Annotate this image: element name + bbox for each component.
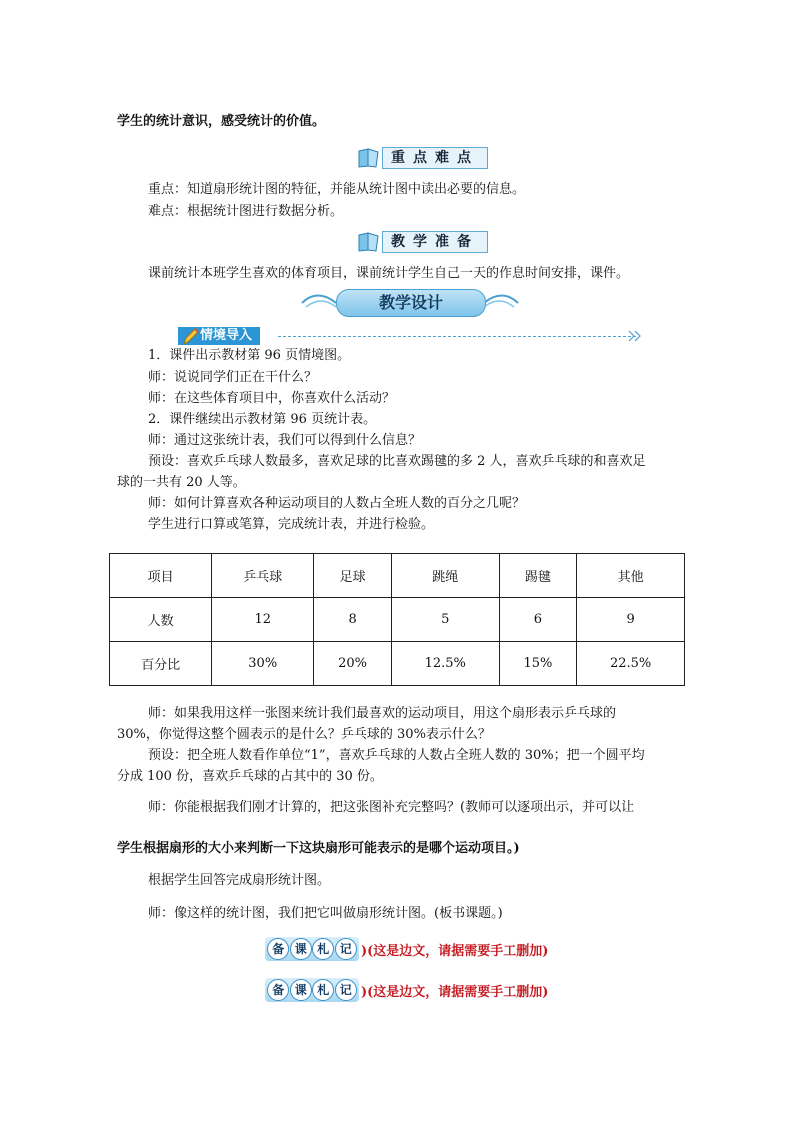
difficult-point-line: 难点：根据统计图进行数据分析。	[148, 204, 344, 219]
notes-text: )(这是边文，请据需要手工删加)	[361, 984, 549, 1000]
tag-dashed-line	[278, 336, 636, 337]
body-line: 师：在这些体育项目中，你喜欢什么活动？	[148, 391, 396, 406]
key-point-line: 重点：知道扇形统计图的特征，并能从统计图中读出必要的信息。	[148, 182, 526, 197]
stats-table	[109, 553, 685, 686]
table-cell: 12	[212, 598, 314, 642]
preparation-line: 课前统计本班学生喜欢的体育项目，课前统计学生自己一天的作息时间安排，课件。	[148, 266, 630, 281]
body-line: 预设：喜欢乒乓球人数最多，喜欢足球的比喜欢踢毽的多 2 人，喜欢乒乓球的和喜欢足	[148, 454, 646, 469]
table-cell: 20%	[314, 642, 392, 686]
table-cell: 足球	[314, 554, 392, 598]
section-header-preparation	[356, 230, 488, 254]
table-cell: 其他	[577, 554, 685, 598]
table-row	[110, 598, 685, 642]
table-cell: 乒乓球	[212, 554, 314, 598]
body-line: 师：如果我用这样一张图来统计我们最喜欢的运动项目，用这个扇形表示乒乓球的	[148, 706, 617, 721]
body-line: 师：像这样的统计图，我们把它叫做扇形统计图。(板书课题。)	[148, 906, 503, 921]
notes-stamp	[265, 937, 359, 961]
body-line: 30%，你觉得这整个圆表示的是什么？乒乓球的 30%表示什么？	[117, 727, 491, 742]
table-cell: 百分比	[110, 642, 212, 686]
intro-line: 学生的统计意识，感受统计的价值。	[117, 114, 326, 129]
note-char: 记	[335, 938, 357, 960]
table-cell: 6	[499, 598, 577, 642]
pencil-icon	[182, 326, 200, 346]
note-char: 札	[312, 938, 334, 960]
body-line: 2．课件继续出示教材第 96 页统计表。	[148, 412, 377, 427]
table-cell: 15%	[499, 642, 577, 686]
body-line: 师：说说同学们正在干什么？	[148, 370, 318, 385]
notes-stamp	[265, 978, 359, 1002]
table-row	[110, 642, 685, 686]
note-char: 课	[290, 979, 312, 1001]
body-line: 预设：把全班人数看作单位“1”，喜欢乒乓球的人数占全班人数的 30%；把一个圆平均	[148, 748, 645, 763]
body-line: 球的一共有 20 人等。	[117, 475, 246, 490]
banner-title: 教学设计	[336, 289, 486, 317]
book-icon	[356, 231, 382, 253]
table-cell: 8	[314, 598, 392, 642]
body-line: 师：如何计算喜欢各种运动项目的人数占全班人数的百分之几呢？	[148, 496, 526, 511]
body-line: 根据学生回答完成扇形统计图。	[148, 873, 331, 888]
body-line: 学生根据扇形的大小来判断一下这块扇形可能表示的是哪个运动项目。)	[117, 841, 520, 856]
notes-badge	[265, 978, 548, 1002]
body-line: 学生进行口算或笔算，完成统计表，并进行检验。	[148, 517, 435, 532]
body-line: 分成 100 份，喜欢乒乓球的占其中的 30 份。	[117, 769, 383, 784]
note-char: 札	[312, 979, 334, 1001]
note-char: 备	[267, 979, 289, 1001]
note-char: 课	[290, 938, 312, 960]
notes-badge	[265, 937, 548, 961]
section-tag	[178, 326, 260, 346]
section-title: 教学准备	[382, 231, 488, 253]
table-header-row	[110, 554, 685, 598]
table-cell: 人数	[110, 598, 212, 642]
table-cell: 踢毽	[499, 554, 577, 598]
table-cell: 跳绳	[391, 554, 499, 598]
table-cell: 项目	[110, 554, 212, 598]
book-icon	[356, 147, 382, 169]
table-cell: 30%	[212, 642, 314, 686]
double-arrow-icon	[628, 330, 642, 342]
table-cell: 5	[391, 598, 499, 642]
table-cell: 12.5%	[391, 642, 499, 686]
section-title: 重点难点	[382, 147, 488, 169]
banner	[300, 289, 520, 317]
note-char: 记	[335, 979, 357, 1001]
body-line: 师：你能根据我们刚才计算的，把这张图补充完整吗？(教师可以逐项出示，并可以让	[148, 800, 635, 815]
note-char: 备	[267, 938, 289, 960]
notes-text: )(这是边文，请据需要手工删加)	[361, 943, 549, 959]
body-line: 1．课件出示教材第 96 页情境图。	[148, 348, 351, 363]
body-line: 师：通过这张统计表，我们可以得到什么信息？	[148, 433, 422, 448]
section-header-key-points	[356, 146, 488, 170]
tag-label: 情境导入	[178, 327, 260, 345]
table-cell: 22.5%	[577, 642, 685, 686]
table-cell: 9	[577, 598, 685, 642]
